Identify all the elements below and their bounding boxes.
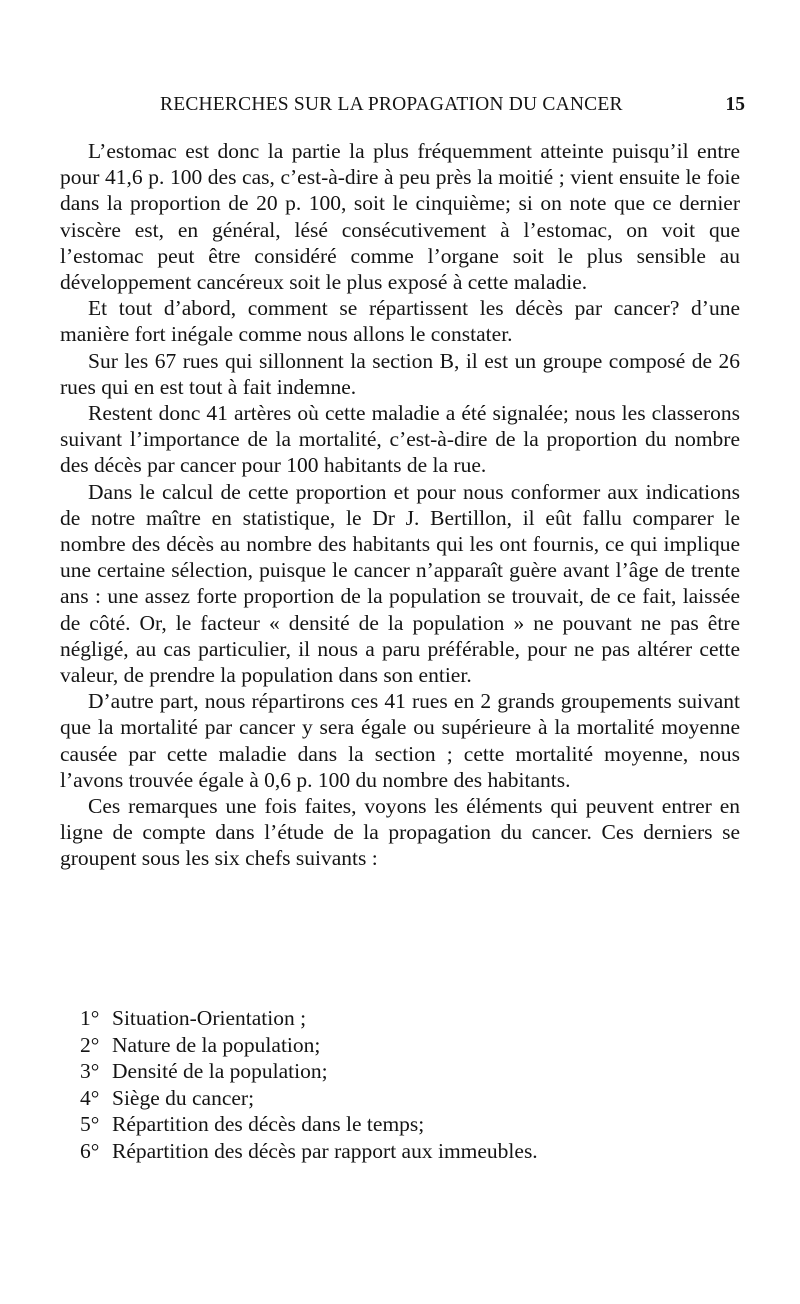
list-item (80, 1138, 538, 1165)
list-item (80, 1085, 538, 1112)
body-text (60, 138, 740, 872)
paragraph: Ces remarques une fois faites, voyons les éléments qui peuvent entrer en ligne de compte dans l’étude de la propagation du cancer. Ces derniers se groupent sous les six chefs suivants : (60, 794, 740, 871)
paragraph: Dans le calcul de cette proportion et pour nous conformer aux indications de notre maître en statistique, le Dr J. Bertillon, il eût fallu comparer le nombre des décès au nombre des habitants qui les ont fournis, ce qui implique une certaine sélection, puisque le cancer n’apparaît guère avant l’âge de trente ans : une assez forte proportion de la population se trouvait, de ce fait, laissée de côté. Or, le facteur « densité de la population » ne pouvant ne pas être négligé, au cas particulier, il nous a paru préférable, pour ne pas altérer cette valeur, de prendre la population dans son entier. (60, 479, 740, 688)
list-item (80, 1111, 538, 1138)
page-number: 15 (725, 94, 745, 115)
paragraph: Et tout d’abord, comment se répartissent les décès par cancer? d’une manière fort inégale comme nous allons le constater. (60, 296, 740, 347)
list-item (80, 1058, 538, 1085)
list-item-number: 1° (80, 1006, 100, 1030)
list-item-text: Répartition des décès par rapport aux immeubles. (112, 1138, 538, 1163)
list-item (80, 1032, 538, 1059)
list-item-number: 5° (80, 1112, 100, 1136)
paragraph: Restent donc 41 artères où cette maladie a été signalée; nous les classerons suivant l’importance de la mortalité, c’est-à-dire de la proportion du nombre des décès par cancer pour 100 habitants de la rue. (60, 401, 740, 478)
list-item-text: Nature de la population; (112, 1032, 321, 1057)
list-item (80, 1005, 538, 1032)
running-title: RECHERCHES SUR LA PROPAGATION DU CANCER (160, 94, 623, 115)
list-item-text: Répartition des décès dans le temps; (112, 1112, 425, 1136)
running-head (60, 94, 745, 120)
paragraph: D’autre part, nous répartirons ces 41 rues en 2 grands groupements suivant que la mortalité par cancer y sera égale ou supérieure à la mortalité moyenne causée par cette maladie dans la section ; cette mortalité moyenne, nous l’avons trouvée égale à 0,6 p. 100 du nombre des habitants. (60, 689, 740, 792)
list-item-text: Situation-Orientation ; (112, 1006, 307, 1030)
list-item-number: 3° (80, 1059, 100, 1083)
paragraph: Sur les 67 rues qui sillonnent la section B, il est un groupe composé de 26 rues qui en est tout à fait indemne. (60, 348, 740, 399)
list-item-number: 6° (80, 1138, 100, 1163)
paragraph: L’estomac est donc la partie la plus fréquemment atteinte puisqu’il entre pour 41,6 p. 100 des cas, c’est-à-dire à peu près la moitié ; vient ensuite le foie dans la proportion de 20 p. 100, soit le cinquième; si on note que ce dernier viscère est, en général, lésé consécutivement à l’estomac, on voit que l’estomac peut être considéré comme l’organe soit le plus sensible au développement cancéreux soit le plus exposé à cette maladie. (60, 139, 740, 295)
list-item-number: 4° (80, 1085, 100, 1110)
list-item-number: 2° (80, 1032, 100, 1057)
list-item-text: Densité de la population; (112, 1059, 328, 1083)
list-item-text: Siège du cancer; (112, 1085, 255, 1110)
factor-list (80, 1005, 538, 1164)
